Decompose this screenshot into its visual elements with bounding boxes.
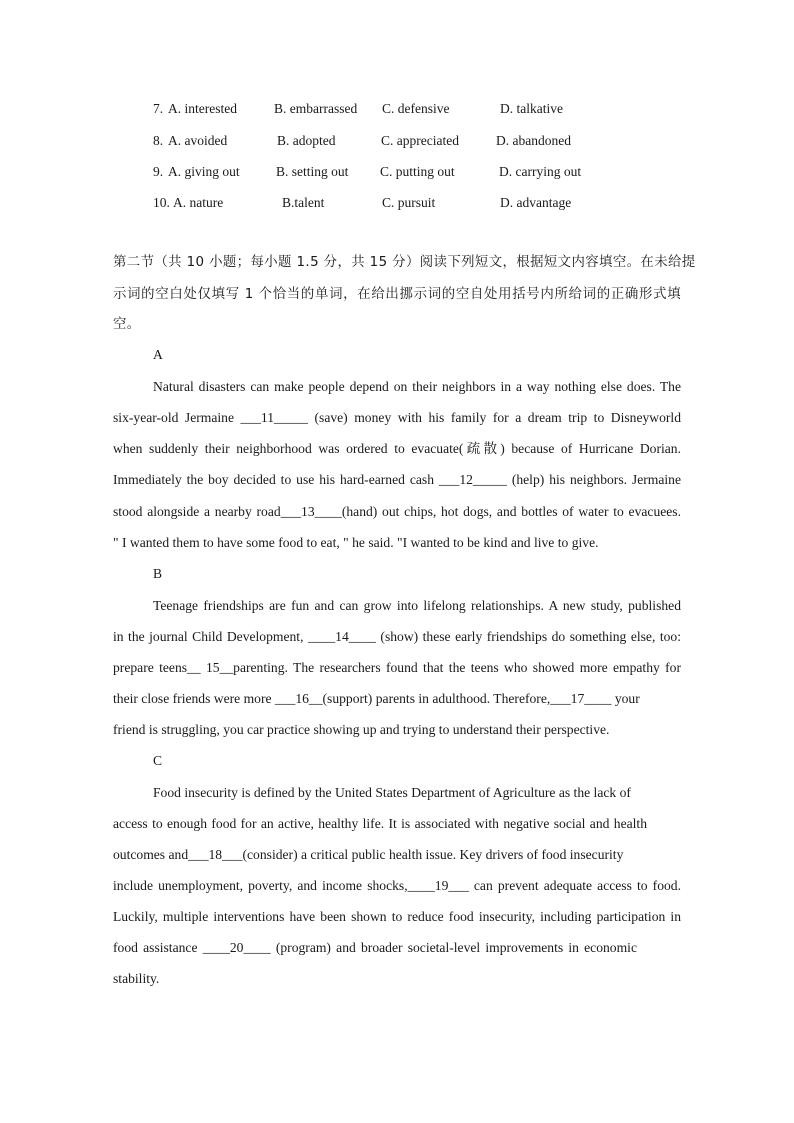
passage-line: Teenage friendships are fun and can grow into lifelong relationships. A new study, published <box>153 598 681 613</box>
option-c: C. appreciated <box>381 133 459 148</box>
option-row-9 <box>0 164 794 184</box>
passage-line: their close friends were more ___16__(support) parents in adulthood. Therefore,___17____ your <box>113 691 640 706</box>
section-instructions-line: 示词的空白处仅填写 1 个恰当的单词，在给出挪示词的空自处用括号内所给词的正确形式填 <box>113 287 681 302</box>
passage-line: Natural disasters can make people depend on their neighbors in a way nothing else does. The <box>153 379 681 394</box>
passage-line: in the journal Child Development, ____14____ (show) these early friendships do something else, too: <box>113 629 681 644</box>
question-number: 10. <box>153 195 170 210</box>
question-number: 8. <box>153 133 164 148</box>
passage-line: stood alongside a nearby road___13____(hand) out chips, hot dogs, and bottles of water to evacuees. <box>113 504 681 519</box>
option-a: A. interested <box>168 101 237 116</box>
option-c: C. defensive <box>382 101 450 116</box>
passage-line: Luckily, multiple interventions have been shown to reduce food insecurity, including participation in <box>113 909 681 924</box>
option-b: B.talent <box>282 195 325 210</box>
question-number: 7. <box>153 101 164 116</box>
passage-line: " I wanted them to have some food to eat, " he said. "I wanted to be kind and live to give. <box>113 535 599 550</box>
option-d: D. advantage <box>500 195 572 210</box>
option-b: B. setting out <box>276 164 349 179</box>
passage-line: friend is struggling, you car practice showing up and trying to understand their perspective. <box>113 722 610 737</box>
passage-c-label: C <box>153 753 163 768</box>
option-row-7 <box>0 101 794 121</box>
passage-line: six-year-old Jermaine ___11_____ (save) money with his family for a dream trip to Disneyworld <box>113 410 681 425</box>
option-b: B. embarrassed <box>274 101 358 116</box>
passage-line: Food insecurity is defined by the United States Department of Agriculture as the lack of <box>153 785 631 800</box>
option-c: C. pursuit <box>382 195 436 210</box>
passage-line: include unemployment, poverty, and income shocks,____19___ can prevent adequate access to food. <box>113 878 681 893</box>
passage-line: prepare teens__ 15__parenting. The researchers found that the teens who showed more empathy for <box>113 660 681 675</box>
passage-line: food assistance ____20____ (program) and broader societal-level improvements in economic <box>113 940 637 955</box>
passage-b-label: B <box>153 566 163 581</box>
option-b: B. adopted <box>277 133 336 148</box>
passage-line: access to enough food for an active, healthy life. It is associated with negative social and health <box>113 816 647 831</box>
option-a: A. giving out <box>168 164 240 179</box>
option-a: A. avoided <box>168 133 228 148</box>
section-instructions-line: 第二节（共 10 小题；每小题 1.5 分，共 15 分）阅读下列短文，根据短文内容填空。在未给提 <box>113 255 696 270</box>
passage-a-label: A <box>153 347 163 362</box>
option-row-8 <box>0 133 794 153</box>
section-instructions-line: 空。 <box>113 317 141 332</box>
option-d: D. abandoned <box>496 133 571 148</box>
option-a: A. nature <box>173 195 224 210</box>
passage-line: outcomes and___18___(consider) a critical public health issue. Key drivers of food insecurity <box>113 847 624 862</box>
passage-line: when suddenly their neighborhood was ordered to evacuate(疏散) because of Hurricane Dorian. <box>113 441 681 456</box>
option-row-10 <box>0 195 794 215</box>
option-d: D. talkative <box>500 101 563 116</box>
passage-line: Immediately the boy decided to use his hard-earned cash ___12_____ (help) his neighbors. Jermaine <box>113 472 681 487</box>
question-number: 9. <box>153 164 164 179</box>
option-d: D. carrying out <box>499 164 582 179</box>
option-c: C. putting out <box>380 164 455 179</box>
passage-line: stability. <box>113 971 160 986</box>
